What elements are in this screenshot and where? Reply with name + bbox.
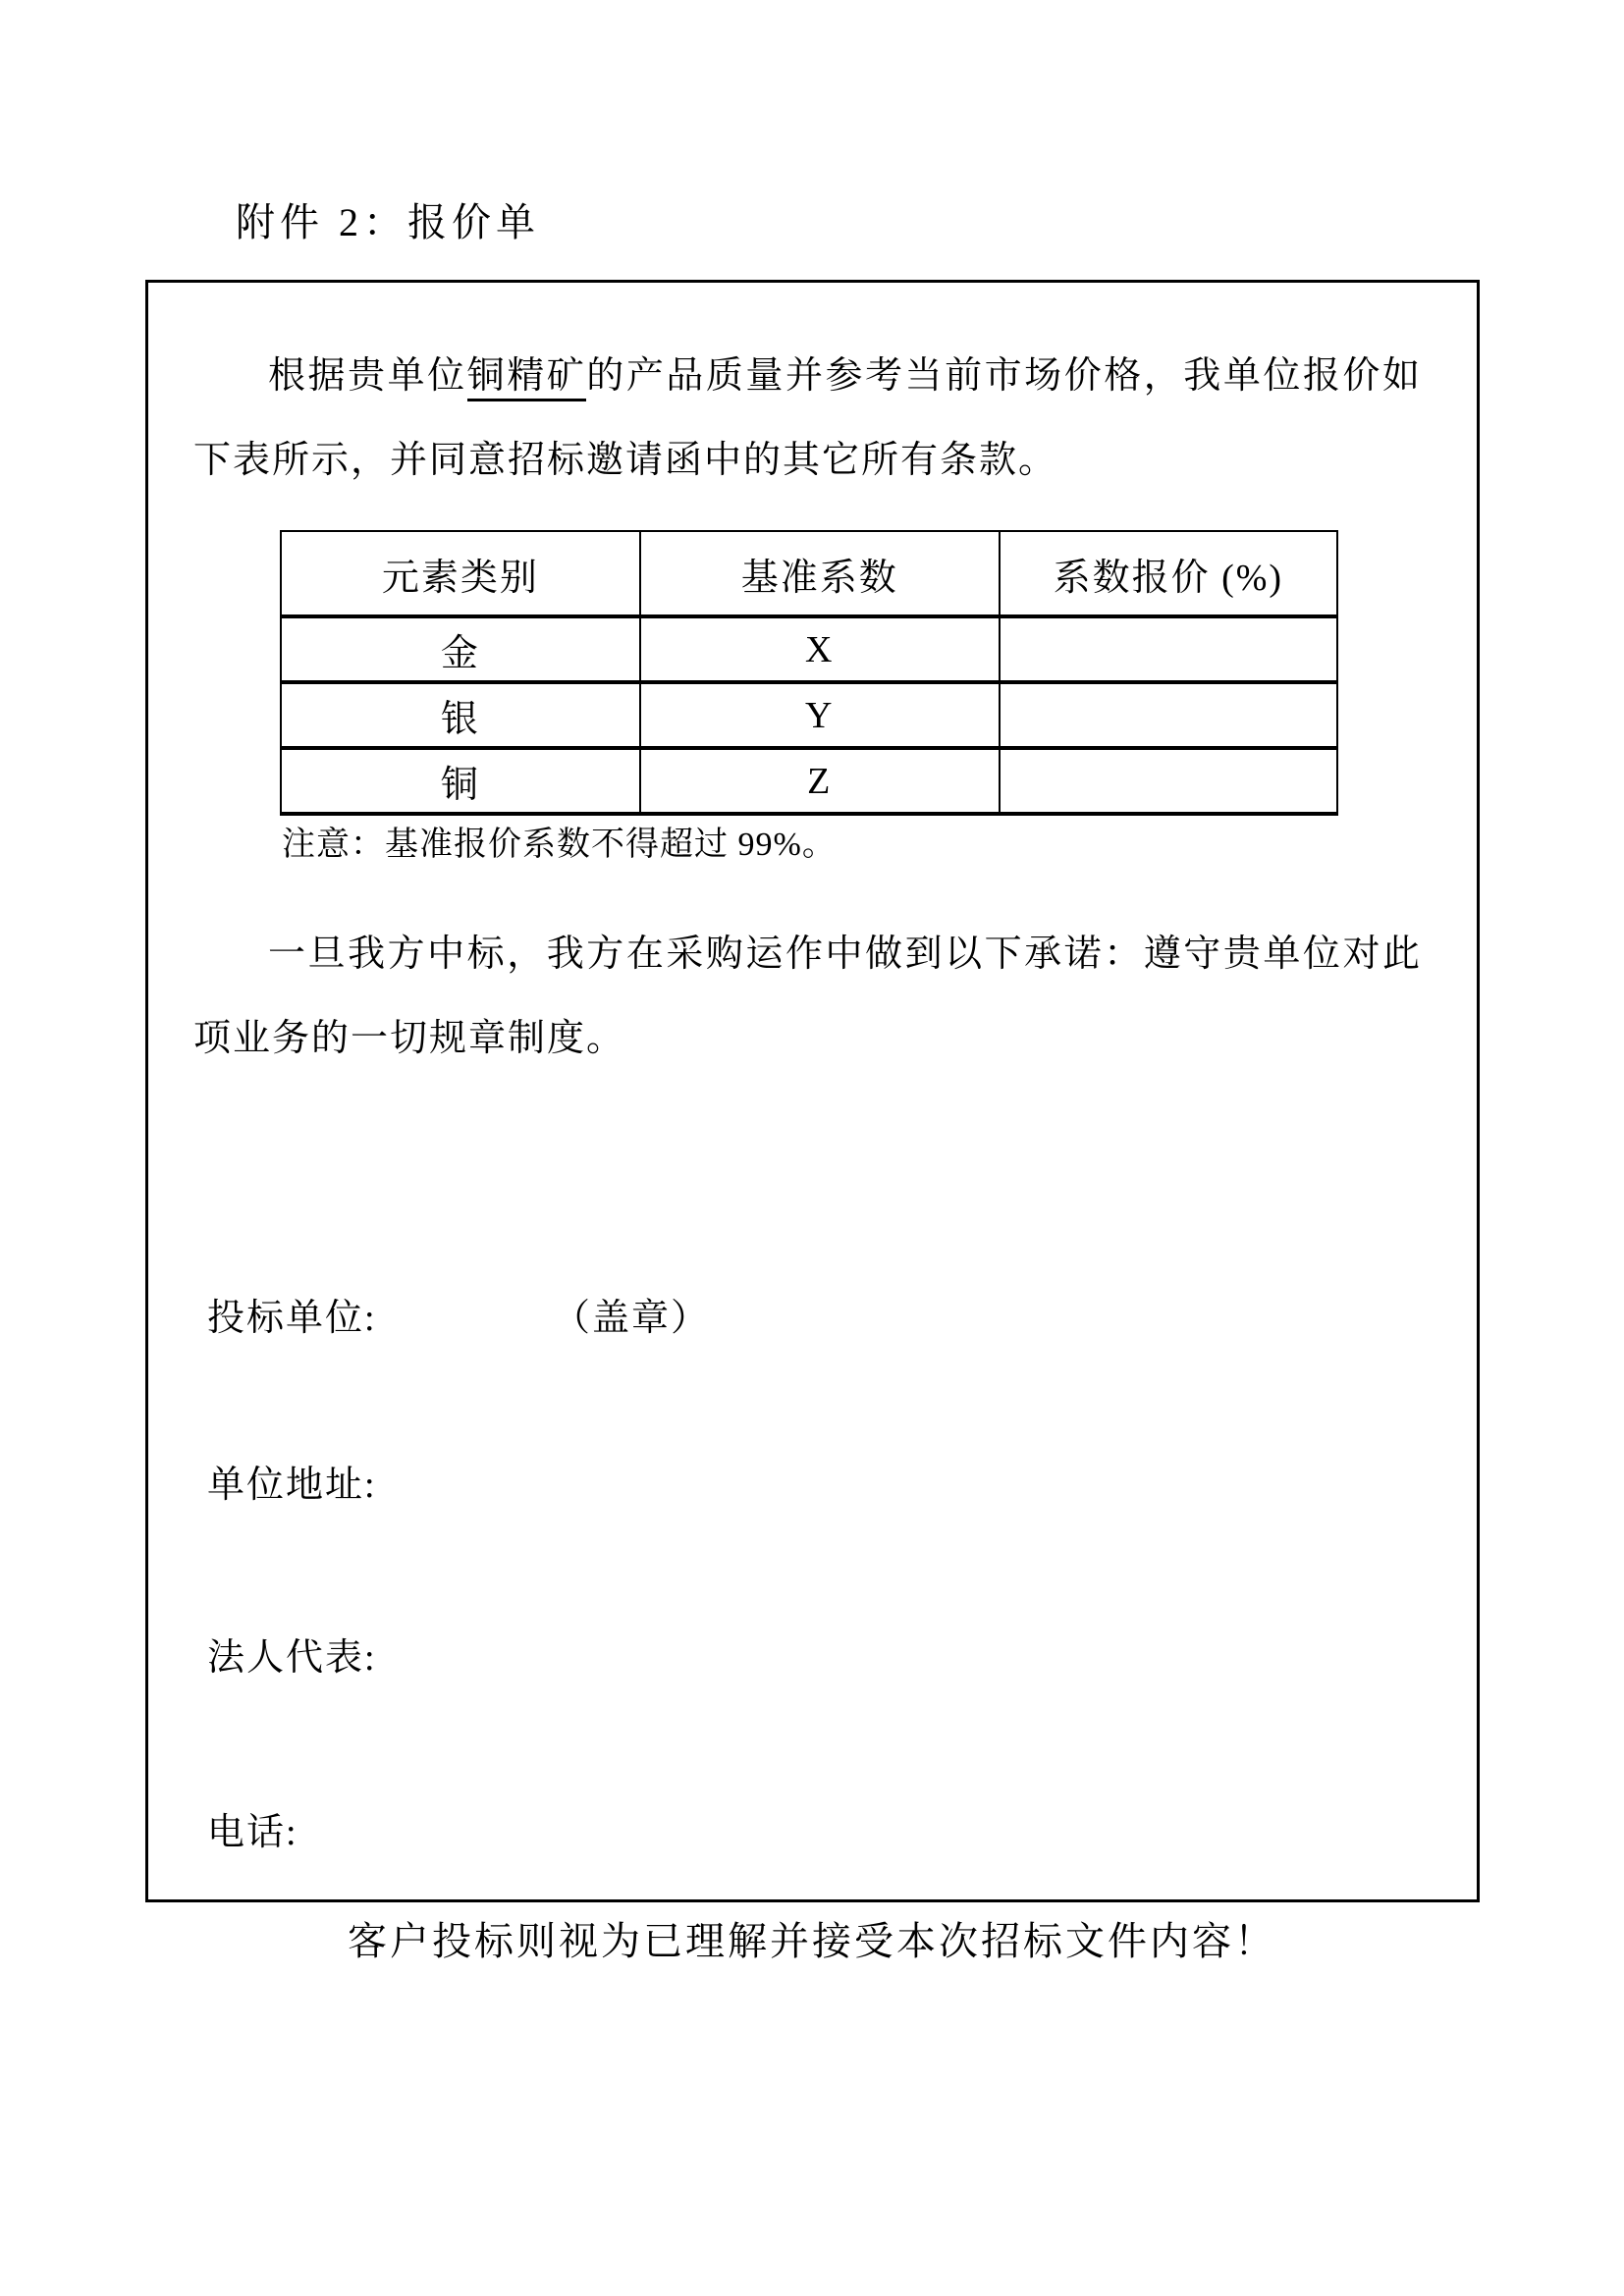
bidder-field-row [207, 1296, 710, 1341]
intro-rest-text: 的产品质量并参考当前市场价格，我单位报价如下表所示，并同意招标邀请函中的其它所有条款。 [193, 355, 1422, 481]
legal-representative-label: 法人代表: [207, 1637, 377, 1679]
intro-paragraph [193, 334, 1422, 503]
unit-address-label: 单位地址: [207, 1465, 377, 1506]
quote-table-body [281, 616, 1337, 814]
cell-element-name: 银 [281, 682, 640, 748]
intro-lead-text: 根据贵单位 [268, 355, 467, 397]
commitment-paragraph: 一旦我方中标，我方在采购运作中做到以下承诺：遵守贵单位对此项业务的一切规章制度。 [193, 934, 1422, 1059]
product-name-underlined: 铜精矿 [467, 355, 587, 401]
address-field-row [207, 1463, 377, 1508]
cell-coefficient-quote-blank [1000, 682, 1337, 748]
stamp-note: （盖章） [553, 1298, 711, 1339]
cell-coefficient-quote-blank [1000, 616, 1337, 682]
table-row-copper [281, 748, 1337, 814]
quote-table-header [281, 531, 1337, 616]
footer-statement: 客户投标则视为已理解并接受本次招标文件内容！ [348, 1919, 1276, 1963]
quote-table [280, 530, 1338, 816]
cell-base-coefficient: Y [640, 682, 1000, 748]
quotation-form-box [145, 280, 1480, 1902]
table-row-silver [281, 682, 1337, 748]
header-element-category: 元素类别 [281, 531, 640, 616]
cell-base-coefficient: Z [640, 748, 1000, 814]
table-header-row [281, 531, 1337, 616]
cell-coefficient-quote-blank [1000, 748, 1337, 814]
table-row-gold [281, 616, 1337, 682]
attachment-title: 附件 2：报价单 [236, 200, 540, 244]
table-note: 注意：基准报价系数不得超过 99%。 [282, 827, 837, 863]
legal-representative-field-row [207, 1635, 377, 1681]
phone-field-row [207, 1810, 298, 1855]
phone-label: 电话: [207, 1812, 298, 1853]
bidder-unit-label: 投标单位: [207, 1298, 377, 1339]
header-coefficient-quote: 系数报价 (%) [1000, 531, 1337, 616]
cell-base-coefficient: X [640, 616, 1000, 682]
header-base-coefficient: 基准系数 [640, 531, 1000, 616]
cell-element-name: 铜 [281, 748, 640, 814]
cell-element-name: 金 [281, 616, 640, 682]
